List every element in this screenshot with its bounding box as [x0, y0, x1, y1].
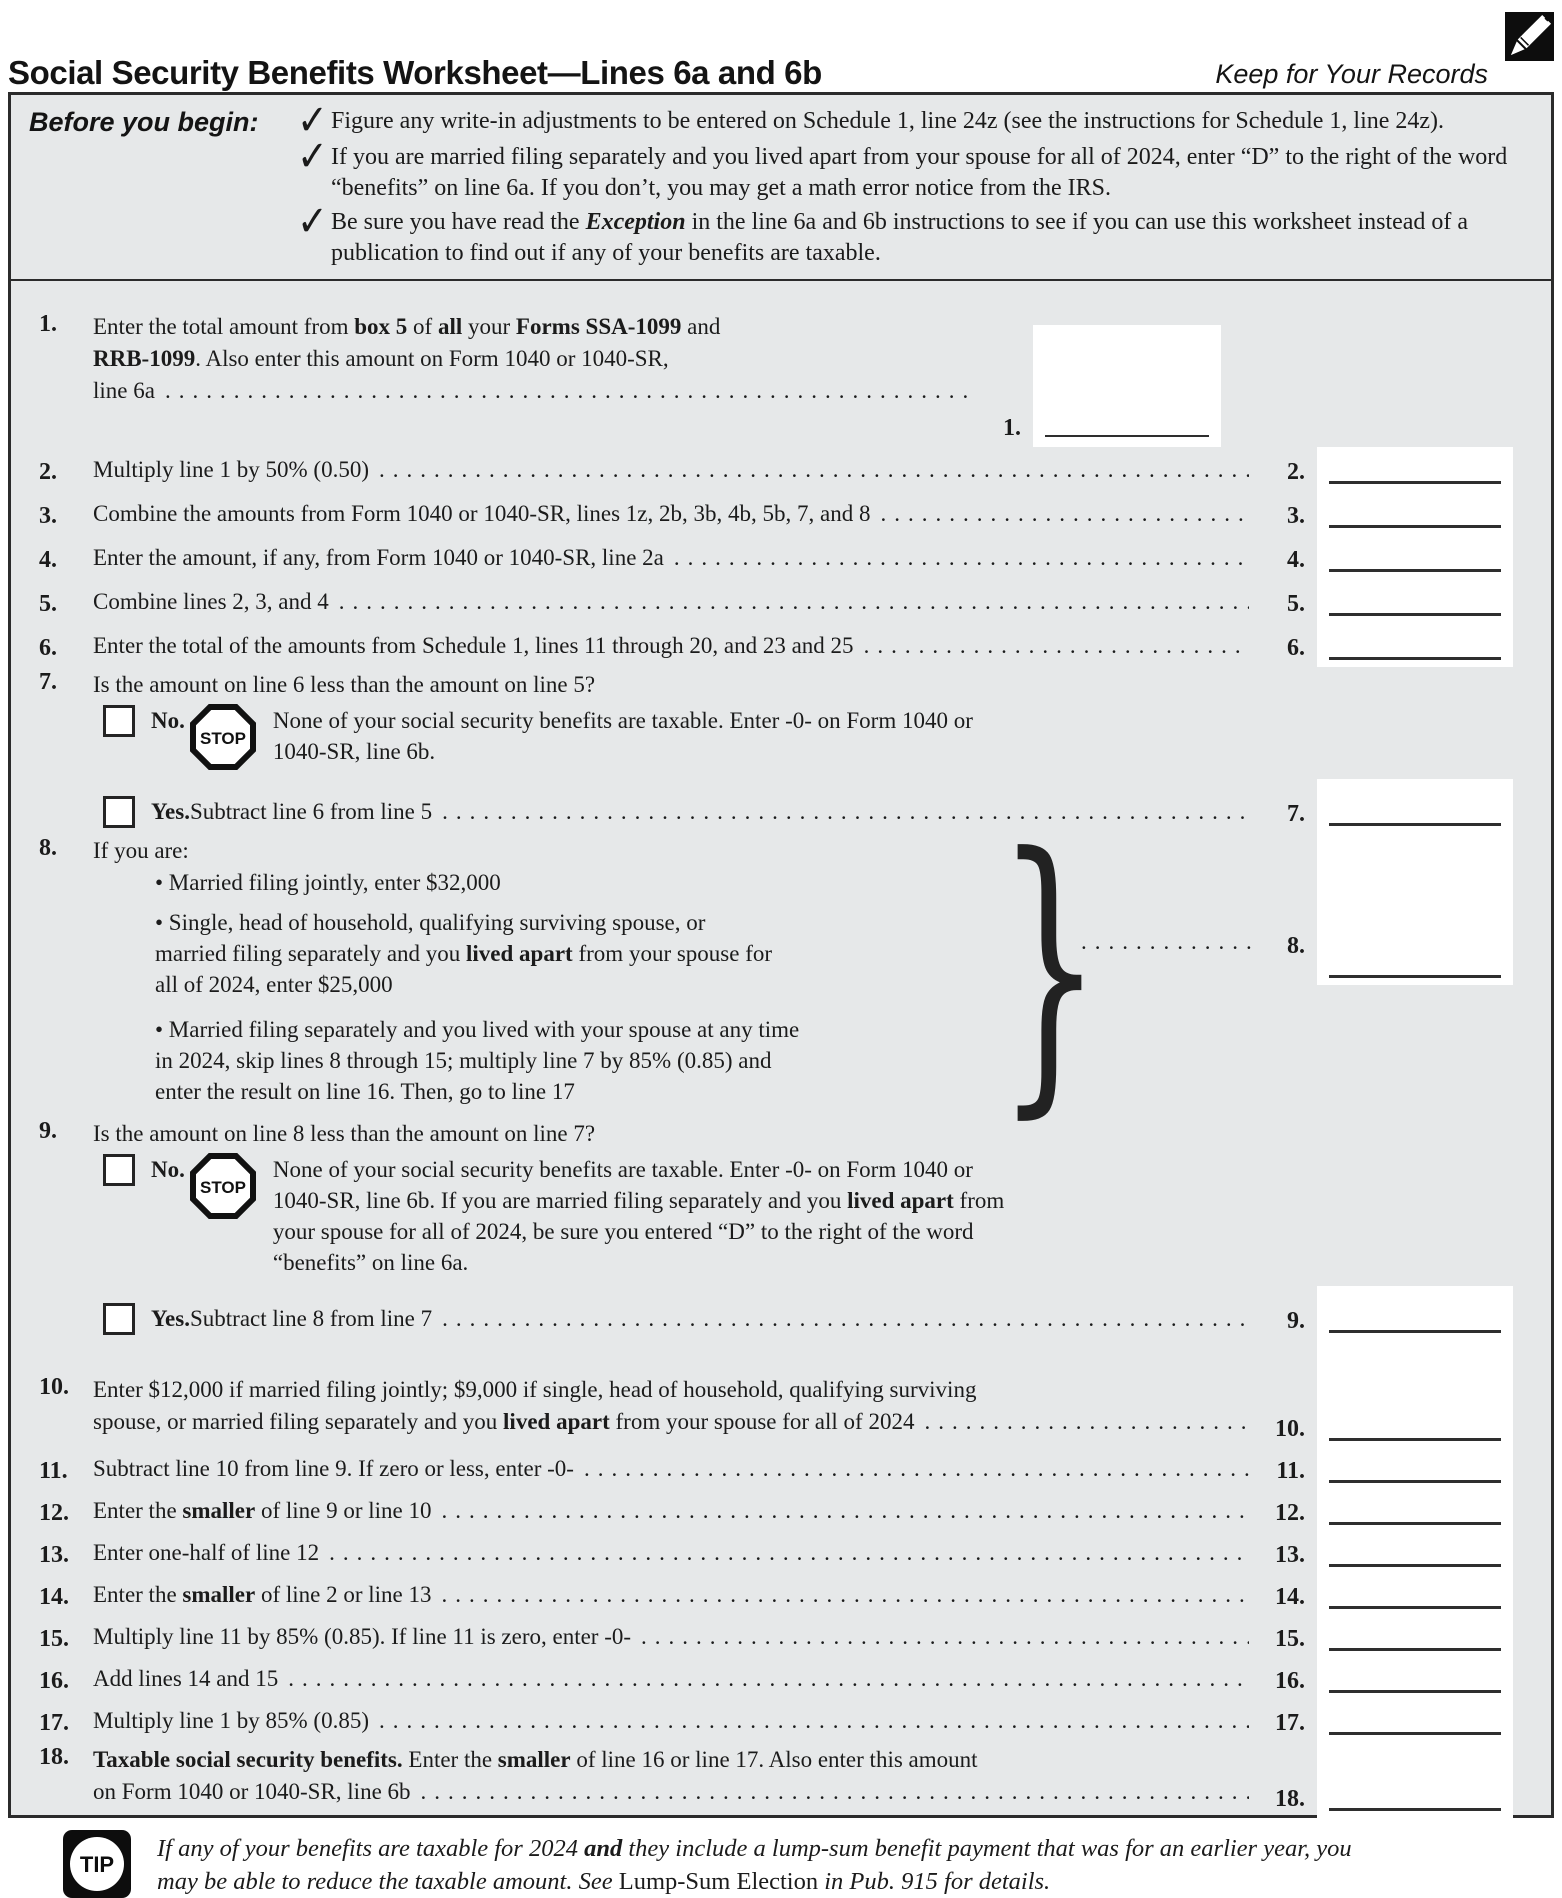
before-item: ✓ Figure any write-in adjustments to be entered on Schedule 1, line 24z (see the instructions for Schedule 1, line 24z). [297, 97, 1445, 145]
line-text: Enter $12,000 if married filing jointly; $9,000 if single, head of household, qualifying surviving [93, 1377, 977, 1402]
entry-rule [1329, 823, 1501, 826]
entry-rule [1329, 1522, 1501, 1525]
line9-amount-field[interactable] [1317, 1286, 1513, 1340]
svg-text:STOP: STOP [199, 729, 246, 748]
answer-number: 18. [1275, 1786, 1305, 1812]
line-number: 16. [39, 1668, 69, 1694]
line-number: 8. [39, 835, 57, 861]
pencil-icon [1505, 12, 1554, 61]
answer-number: 11. [1276, 1458, 1305, 1484]
answer-number: 13. [1275, 1542, 1305, 1568]
answer-number: 9. [1287, 1308, 1305, 1334]
worksheet-line-10 [11, 1372, 1551, 1448]
line-text: Is the amount on line 6 less than the amount on line 5? [93, 672, 596, 697]
line7-no-option [103, 705, 1551, 779]
entry-rule [1329, 1330, 1501, 1333]
answer-number: 2. [1287, 459, 1305, 485]
before-item: ✓ If you are married filing separately and you lived apart from your spouse for all of 2024, enter “D” to the right of the word “benefits” on line 6a. If you don’t, you may get a math error notice from the IRS. [297, 133, 1508, 201]
answer-number: 3. [1287, 503, 1305, 529]
line-text: Combine the amounts from Form 1040 or 1040-SR, lines 1z, 2b, 3b, 4b, 5b, 7, and 8 [93, 501, 871, 526]
line4-amount-field[interactable] [1317, 535, 1513, 579]
line1-amount-field[interactable] [1033, 325, 1221, 447]
worksheet-line-6 [11, 623, 1551, 667]
tip-icon [63, 1830, 131, 1898]
before-item: ✓ Be sure you have read the Exception in the line 6a and 6b instructions to see if you can use this worksheet instead of a publication to find out if any of your benefits are taxable. [297, 198, 1469, 266]
line10-amount-field[interactable] [1317, 1372, 1513, 1448]
answer-number: 7. [1287, 801, 1305, 827]
line12-amount-field[interactable] [1317, 1490, 1513, 1532]
worksheet-line-13 [11, 1532, 1551, 1574]
bullet-item: • Single, head of household, qualifying surviving spouse, or married filing separately and you lived apart from your spouse for all of 2024, enter $25,000 [155, 910, 773, 997]
line-number: 14. [39, 1584, 69, 1610]
line11-amount-field[interactable] [1317, 1448, 1513, 1490]
dotted-leader [442, 1303, 1249, 1335]
line-text: Multiply line 1 by 85% (0.85) [93, 1708, 369, 1733]
worksheet-line-16 [11, 1658, 1551, 1700]
worksheet-line-9-yes [11, 1286, 1551, 1340]
line-text: Subtract line 8 from line 7 [189, 1306, 433, 1331]
stop-icon [189, 703, 257, 771]
line18-amount-field[interactable] [1317, 1742, 1513, 1818]
entry-rule [1329, 569, 1501, 572]
line-number: 1. [39, 311, 57, 337]
line9-yes-checkbox[interactable] [103, 1303, 135, 1335]
worksheet-body [11, 281, 1551, 1898]
keep-for-records-label: Keep for Your Records [1215, 59, 1488, 89]
dotted-leader [880, 498, 1249, 530]
worksheet-line-5 [11, 579, 1551, 623]
page-title: Social Security Benefits Worksheet—Lines 6a and 6b [8, 54, 822, 91]
entry-rule [1329, 657, 1501, 660]
worksheet-line-4 [11, 535, 1551, 579]
line9-no-option [103, 1154, 1551, 1286]
line-number: 10. [39, 1374, 69, 1400]
answer-number: 12. [1275, 1500, 1305, 1526]
worksheet-line-18 [11, 1742, 1551, 1818]
dotted-leader [924, 1406, 1249, 1438]
worksheet-line-15 [11, 1616, 1551, 1658]
answer-number: 6. [1287, 635, 1305, 661]
worksheet-line-11 [11, 1448, 1551, 1490]
no-label: No. [151, 1157, 185, 1182]
answer-number: 15. [1275, 1626, 1305, 1652]
entry-rule [1329, 1648, 1501, 1651]
dotted-leader [288, 1663, 1249, 1695]
line-number: 7. [39, 669, 57, 695]
dotted-leader [165, 375, 967, 407]
line2-amount-field[interactable] [1317, 447, 1513, 491]
line13-amount-field[interactable] [1317, 1532, 1513, 1574]
line-number: 11. [39, 1458, 68, 1484]
line8-amount-field[interactable] [1317, 833, 1513, 985]
answer-number: 16. [1275, 1668, 1305, 1694]
line-number: 12. [39, 1500, 69, 1526]
line-number: 17. [39, 1710, 69, 1736]
dotted-leader [584, 1453, 1249, 1485]
line-text: Enter the smaller of line 9 or line 10 [93, 1498, 432, 1523]
line6-amount-field[interactable] [1317, 623, 1513, 667]
entry-rule [1329, 1808, 1501, 1811]
worksheet-line-17 [11, 1700, 1551, 1742]
entry-rule [1329, 1480, 1501, 1483]
line7-no-checkbox[interactable] [103, 705, 135, 737]
worksheet-line-14 [11, 1574, 1551, 1616]
line3-amount-field[interactable] [1317, 491, 1513, 535]
line-text: Enter the amount, if any, from Form 1040 or 1040-SR, line 2a [93, 545, 664, 570]
dotted-leader [379, 454, 1249, 486]
line-text: line 6a [93, 378, 155, 403]
worksheet-line-3 [11, 491, 1551, 535]
line-text: RRB-1099. Also enter this amount on Form 1040 or 1040-SR, [93, 346, 669, 371]
line-text: spouse, or married filing separately and you lived apart from your spouse for all of 2024 [93, 1409, 915, 1434]
dotted-leader [339, 586, 1249, 618]
dotted-leader [674, 542, 1249, 574]
answer-number: 17. [1275, 1710, 1305, 1736]
dotted-leader [864, 630, 1249, 662]
entry-rule [1329, 613, 1501, 616]
dotted-leader [442, 796, 1249, 828]
line-number: 9. [39, 1118, 57, 1144]
yes-label: Yes. [151, 799, 190, 824]
line-text: Combine lines 2, 3, and 4 [93, 589, 329, 614]
dotted-leader [442, 1579, 1249, 1611]
line-number: 4. [39, 547, 57, 573]
line17-amount-field[interactable] [1317, 1700, 1513, 1742]
tip-text: If any of your benefits are taxable for 2024 and they include a lump-sum benefit payment that was for an earlier year, you may be able to reduce the taxable amount. See Lump-Sum Election in Pub. 915 for details. [157, 1835, 1352, 1895]
line-number: 2. [39, 459, 57, 485]
line16-amount-field[interactable] [1317, 1658, 1513, 1700]
line-text: Subtract line 10 from line 9. If zero or less, enter -0- [93, 1456, 574, 1481]
dotted-leader [379, 1705, 1249, 1737]
line-text: Is the amount on line 8 less than the amount on line 7? [93, 1121, 596, 1146]
answer-number: 8. [1287, 933, 1305, 959]
line-number: 13. [39, 1542, 69, 1568]
entry-rule [1329, 1690, 1501, 1693]
entry-rule [1329, 1606, 1501, 1609]
page-header [0, 0, 1562, 92]
line7-amount-field[interactable] [1317, 779, 1513, 833]
line-number: 18. [39, 1744, 69, 1770]
answer-number: 10. [1275, 1416, 1305, 1442]
dotted-leader [421, 1776, 1249, 1808]
answer-number: 4. [1287, 547, 1305, 573]
checkmark-icon: ✓ [297, 97, 329, 145]
svg-text:TIP: TIP [79, 1852, 115, 1877]
before-you-begin-section [11, 95, 1551, 281]
line-number: 3. [39, 503, 57, 529]
entry-rule [1329, 1438, 1501, 1441]
no-label: No. [151, 708, 185, 733]
dotted-leader [1081, 929, 1255, 955]
curly-brace: } [997, 794, 1102, 1143]
dotted-leader [641, 1621, 1249, 1653]
line7-yes-checkbox[interactable] [103, 796, 135, 828]
line-text: Taxable social security benefits. Enter the smaller of line 16 or line 17. Also enter this amount [93, 1747, 978, 1772]
line-text: Enter the smaller of line 2 or line 13 [93, 1582, 432, 1607]
worksheet-line-7-yes [11, 779, 1551, 833]
line-text: Multiply line 1 by 50% (0.50) [93, 457, 369, 482]
checkmark-icon: ✓ [297, 133, 329, 181]
line-text: on Form 1040 or 1040-SR, line 6b [93, 1779, 411, 1804]
line14-amount-field[interactable] [1317, 1574, 1513, 1616]
yes-label: Yes. [151, 1306, 190, 1331]
line5-amount-field[interactable] [1317, 579, 1513, 623]
answer-number: 5. [1287, 591, 1305, 617]
entry-rule [1329, 1564, 1501, 1567]
entry-rule [1329, 481, 1501, 484]
worksheet-line-2 [11, 447, 1551, 491]
before-you-begin-label: Before you begin: [29, 107, 259, 137]
tip-note [63, 1828, 1551, 1898]
answer-strip-spacer [11, 1340, 1551, 1372]
worksheet-line-12 [11, 1490, 1551, 1532]
line9-no-checkbox[interactable] [103, 1154, 135, 1186]
line-text: Enter one-half of line 12 [93, 1540, 320, 1565]
svg-text:STOP: STOP [199, 1178, 246, 1197]
line-text: If you are: [93, 838, 189, 863]
line-text: Multiply line 11 by 85% (0.85). If line 11 is zero, enter -0- [93, 1624, 632, 1649]
worksheet-line-7-question [11, 667, 1551, 705]
entry-rule [1329, 525, 1501, 528]
entry-rule [1045, 435, 1209, 437]
line-text: Enter the total amount from box 5 of all your Forms SSA-1099 and [93, 314, 721, 339]
stop-icon [189, 1152, 257, 1220]
line-number: 6. [39, 635, 57, 661]
line9-no-text: None of your social security benefits are taxable. Enter -0- on Form 1040 or 1040-SR, line 6b. If you are married filing separately and you lived apart from your spouse for all of 2024, be sure you entered “D” to the right of the word “benefits” on line 6a. [272, 1157, 1005, 1275]
dotted-leader [442, 1495, 1249, 1527]
entry-rule [1329, 1732, 1501, 1735]
worksheet-line-9-question [11, 1116, 1551, 1154]
worksheet-line-1 [11, 309, 1551, 447]
bullet-item: • Married filing separately and you lived with your spouse at any time in 2024, skip lines 8 through 15; multiply line 7 by 85% (0.85) and enter the result on line 16. Then, go to line 17 [155, 1017, 800, 1104]
answer-number: 14. [1275, 1584, 1305, 1610]
line-number: 5. [39, 591, 57, 617]
line15-amount-field[interactable] [1317, 1616, 1513, 1658]
line7-no-text: None of your social security benefits are taxable. Enter -0- on Form 1040 or 1040-SR, line 6b. [272, 708, 973, 764]
entry-rule [1329, 975, 1501, 978]
dotted-leader [329, 1537, 1249, 1569]
bullet-item: • Married filing jointly, enter $32,000 [155, 870, 501, 895]
worksheet-box [8, 92, 1554, 1895]
line-text: Subtract line 6 from line 5 [189, 799, 433, 824]
line-text: Enter the total of the amounts from Schedule 1, lines 11 through 20, and 23 and 25 [93, 633, 854, 658]
line-number: 15. [39, 1626, 69, 1652]
line-text: Add lines 14 and 15 [93, 1666, 279, 1691]
checkmark-icon: ✓ [297, 198, 329, 246]
answer-number: 1. [1003, 415, 1021, 441]
